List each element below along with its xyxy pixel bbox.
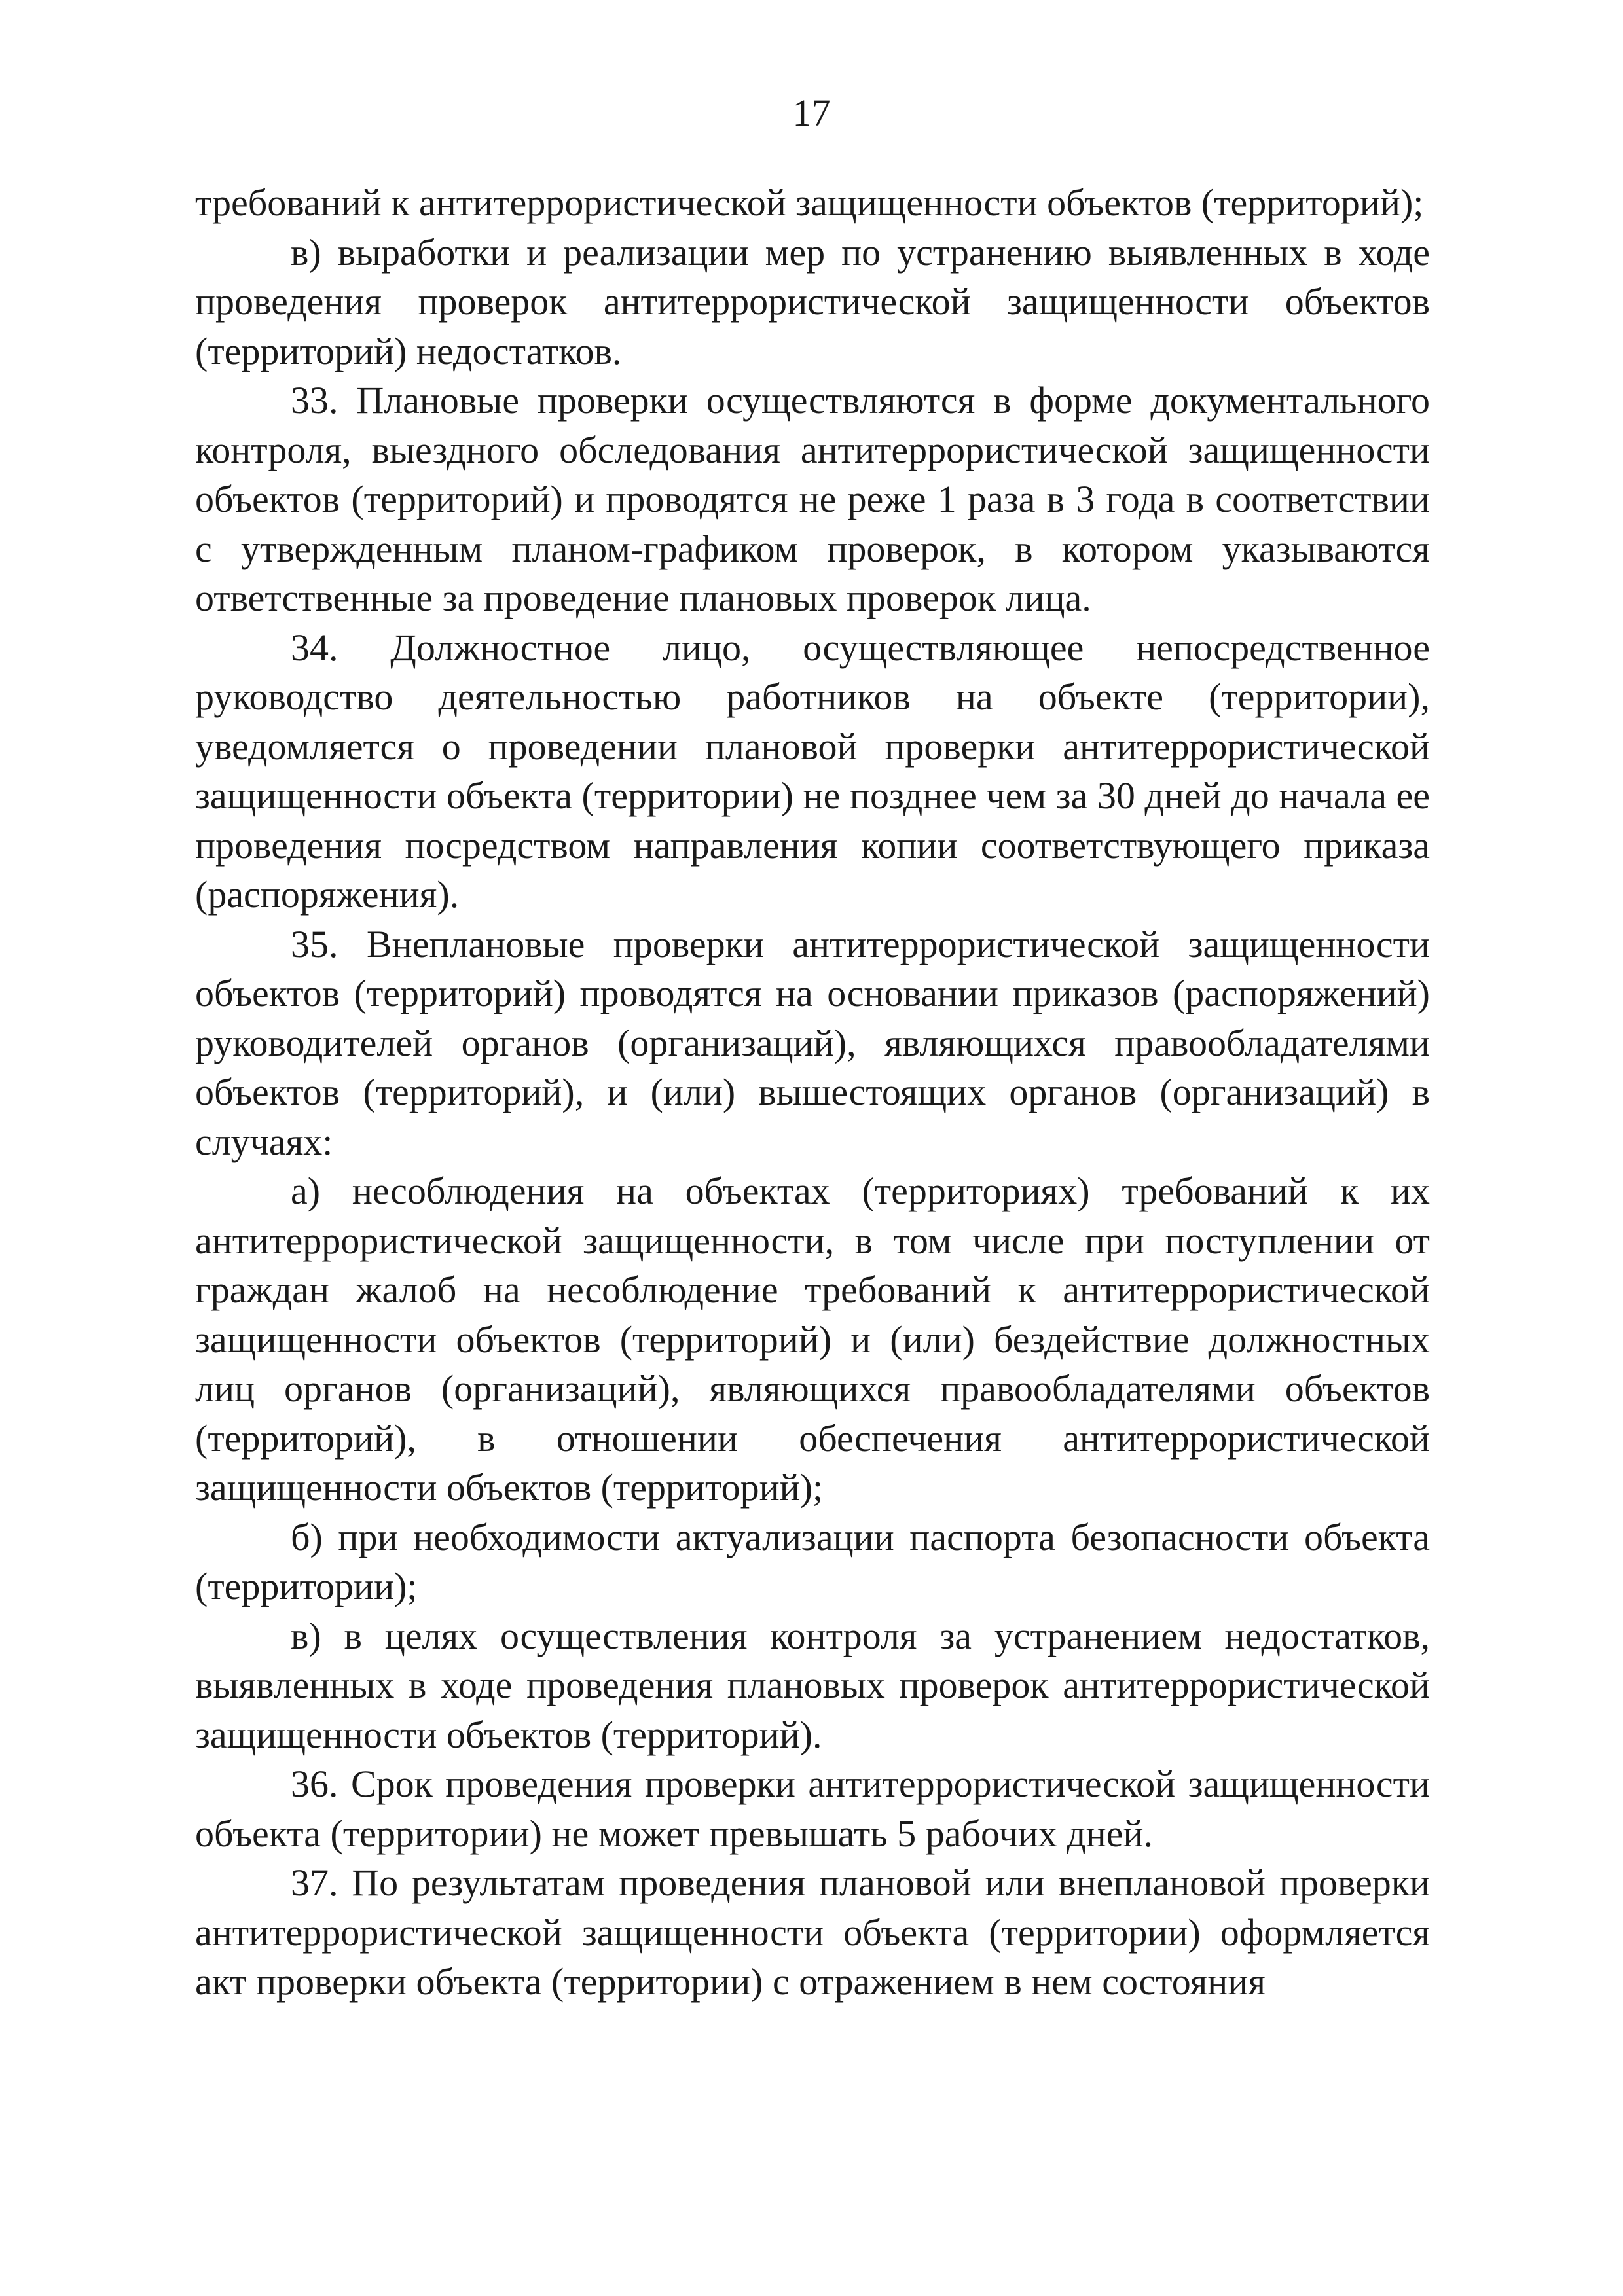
paragraph-33: 33. Плановые проверки осуществляются в форме документального контроля, выездного обследования антитеррористической защищенности объектов (территорий) и проводятся не реже 1 раза в 3 года в соответствии с утвержденным планом-графиком проверок, в котором указываются ответственные за проведение плановых проверок лица. xyxy=(195,379,1430,619)
paragraph-34: 34. Должностное лицо, осуществляющее непосредственное руководство деятельностью работников на объекте (территории), уведомляется о проведении плановой проверки антитеррористической защищенности объекта (территории) не позднее чем за 30 дней до начала ее проведения посредством направления копии соответствующего приказа (распоряжения). xyxy=(195,626,1430,916)
paragraph-37: 37. По результатам проведения плановой или внеплановой проверки антитеррористической защищенности объекта (территории) оформляется акт проверки объекта (территории) с отражением в нем состояния xyxy=(195,1861,1430,2003)
page-number: 17 xyxy=(792,92,831,134)
paragraph-item-v: в) выработки и реализации мер по устранению выявленных в ходе проведения проверок антитеррористической защищенности объектов (территорий) недостатков. xyxy=(195,230,1430,372)
paragraph-36: 36. Срок проведения проверки антитеррористической защищенности объекта (территории) не может превышать 5 рабочих дней. xyxy=(195,1763,1430,1855)
paragraph-35-item-b: б) при необходимости актуализации паспорта безопасности объекта (территории); xyxy=(195,1515,1430,1607)
paragraph-35: 35. Внеплановые проверки антитеррористической защищенности объектов (территорий) проводятся на основании приказов (распоряжений) руководителей органов (организаций), являющихся правообладателями объектов (территорий), и (или) вышестоящих органов (организаций) в случаях: xyxy=(195,922,1430,1163)
paragraph-35-item-v: в) в целях осуществления контроля за устранением недостатков, выявленных в ходе проведения плановых проверок антитеррористической защищенности объектов (территорий). xyxy=(195,1614,1430,1756)
paragraph-35-item-a: а) несоблюдения на объектах (территориях) требований к их антитеррористической защищенности, в том числе при поступлении от граждан жалоб на несоблюдение требований к антитеррористической защищенности объектов (территорий) и (или) бездействие должностных лиц органов (организаций), являющихся правообладателями объектов (территорий), в отношении обеспечения антитеррористической защищенности объектов (территорий); xyxy=(195,1170,1430,1509)
document-body xyxy=(195,178,1430,2007)
paragraph-continuation: требований к антитеррористической защищенности объектов (территорий); xyxy=(195,181,1424,224)
